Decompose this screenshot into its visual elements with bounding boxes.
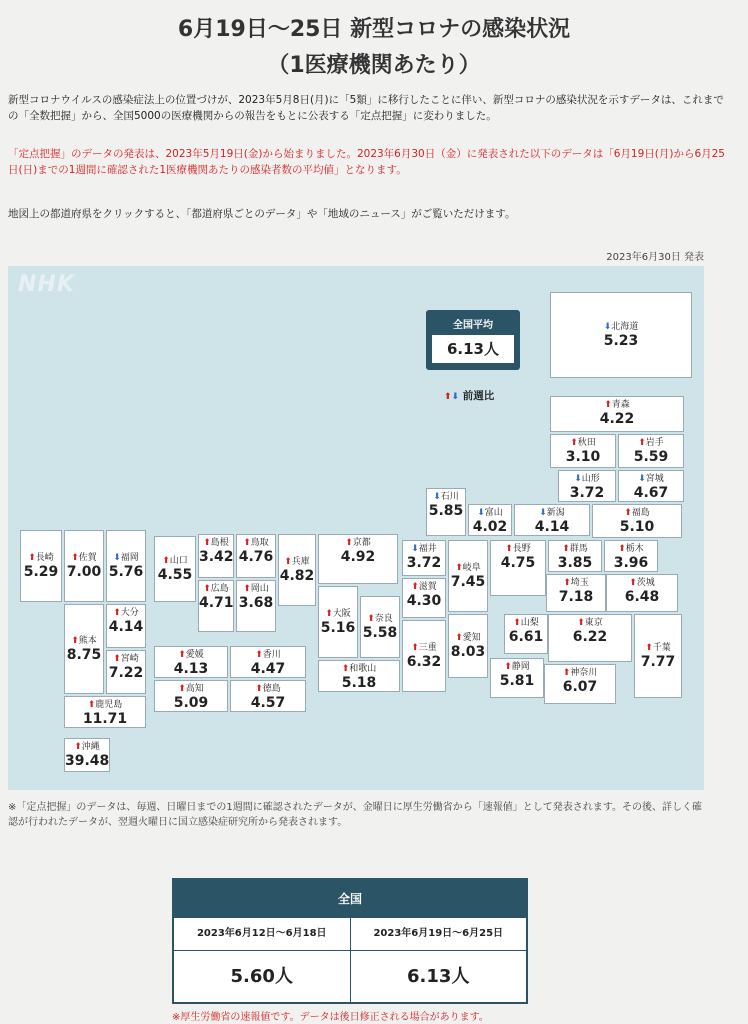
up-arrow-icon: ⬆ bbox=[113, 654, 121, 664]
prefecture-name-text: 山形 bbox=[581, 474, 600, 484]
prefecture-name-text: 山梨 bbox=[520, 618, 539, 628]
prefecture-tile[interactable] bbox=[230, 680, 306, 712]
prefecture-value: 6.22 bbox=[572, 629, 608, 645]
prefecture-name bbox=[237, 538, 275, 549]
prefecture-value: 3.42 bbox=[199, 549, 234, 565]
up-arrow-icon: ⬆ bbox=[255, 650, 263, 660]
prefecture-name-text: 福井 bbox=[418, 544, 437, 554]
down-arrow-icon: ⬇ bbox=[539, 508, 547, 518]
prefecture-value: 5.10 bbox=[619, 519, 655, 535]
prefecture-name-text: 沖縄 bbox=[81, 742, 100, 752]
prefecture-name-text: 宮崎 bbox=[120, 654, 139, 664]
prefecture-name bbox=[319, 664, 399, 675]
prefecture-name-text: 高知 bbox=[185, 684, 204, 694]
up-arrow-icon: ⬆ bbox=[563, 578, 571, 588]
prefecture-name bbox=[231, 684, 305, 695]
prefecture-value: 4.13 bbox=[173, 661, 209, 677]
published-date: 2023年6月30日 発表 bbox=[606, 252, 704, 263]
up-arrow-icon: ⬆ bbox=[243, 538, 251, 548]
prefecture-tile[interactable] bbox=[490, 540, 546, 596]
up-arrow-icon: ⬆ bbox=[455, 633, 463, 643]
prefecture-value: 5.85 bbox=[428, 503, 464, 519]
prefecture-value: 7.77 bbox=[640, 654, 676, 670]
prefecture-tile[interactable] bbox=[64, 530, 104, 602]
prefecture-tile[interactable] bbox=[544, 664, 616, 704]
prefecture-tile[interactable] bbox=[360, 596, 400, 658]
prefecture-name-text: 三重 bbox=[418, 643, 437, 653]
up-arrow-icon: ⬆ bbox=[618, 544, 626, 554]
up-arrow-icon: ⬆ bbox=[629, 578, 637, 588]
intro-text: 新型コロナウイルスの感染症法上の位置づけが、2023年5月8日(月)に「5類」に移行したことに伴い、新型コロナの感染状況を示すデータは、これまでの「全数把握」から、全国5000の医療機関からの報告をもとに公表する「定点把握」に変わりました。 bbox=[8, 94, 724, 122]
prefecture-tile[interactable] bbox=[198, 534, 234, 578]
up-arrow-icon: ⬆ bbox=[243, 584, 251, 594]
prefecture-name bbox=[199, 538, 233, 549]
prefecture-name-text: 青森 bbox=[611, 400, 630, 410]
prefecture-name-text: 大分 bbox=[120, 608, 139, 618]
prefecture-value: 4.76 bbox=[238, 549, 274, 565]
prefecture-value: 4.30 bbox=[406, 593, 442, 609]
prefecture-name bbox=[65, 742, 109, 753]
prefecture-tile[interactable] bbox=[448, 540, 488, 612]
up-arrow-icon: ⬆ bbox=[345, 538, 353, 548]
prefecture-name bbox=[155, 650, 227, 661]
prefecture-tile[interactable] bbox=[278, 534, 316, 606]
prefecture-name-text: 静岡 bbox=[511, 662, 530, 672]
up-arrow-icon: ⬆ bbox=[367, 614, 375, 624]
prefecture-name bbox=[237, 584, 275, 595]
prefecture-tile[interactable] bbox=[550, 292, 692, 378]
legend-label: 前週比 bbox=[462, 390, 495, 402]
prefecture-value: 6.48 bbox=[624, 589, 660, 605]
up-arrow-icon: ⬆ bbox=[74, 742, 82, 752]
up-arrow-icon: ⬆ bbox=[255, 684, 263, 694]
up-arrow-icon: ⬆ bbox=[645, 643, 653, 653]
prefecture-name bbox=[155, 684, 227, 695]
prefecture-name bbox=[605, 544, 657, 555]
japan-map bbox=[8, 266, 704, 790]
prefecture-value: 3.68 bbox=[238, 595, 274, 611]
prefecture-value: 5.16 bbox=[320, 620, 356, 636]
page-subtitle: （1医療機関あたり） bbox=[267, 53, 481, 78]
prefecture-name bbox=[547, 578, 605, 589]
period-value: 6.13人 bbox=[407, 966, 470, 987]
bottom-note: ※厚生労働省の速報値です。データは後日修正される場合があります。 bbox=[172, 1012, 489, 1023]
prefecture-name-text: 和歌山 bbox=[349, 664, 377, 674]
prefecture-name-text: 香川 bbox=[262, 650, 281, 660]
down-arrow-icon: ⬇ bbox=[477, 508, 485, 518]
prefecture-name bbox=[107, 553, 145, 564]
prefecture-name-text: 山口 bbox=[169, 556, 188, 566]
up-arrow-icon: ⬆ bbox=[71, 636, 79, 646]
prefecture-tile[interactable] bbox=[546, 574, 606, 612]
prefecture-tile[interactable] bbox=[318, 586, 358, 658]
down-arrow-icon: ⬇ bbox=[433, 492, 441, 502]
prefecture-value: 6.07 bbox=[562, 679, 598, 695]
nhk-watermark: NHK bbox=[18, 272, 75, 297]
prefecture-name-text: 石川 bbox=[440, 492, 459, 502]
prefecture-tile[interactable] bbox=[106, 650, 146, 694]
up-arrow-icon: ⬆ bbox=[284, 557, 292, 567]
up-arrow-icon: ⬆ bbox=[505, 544, 513, 554]
prefecture-name bbox=[65, 636, 103, 647]
down-arrow-icon: ⬇ bbox=[451, 392, 460, 402]
prefecture-name-text: 岡山 bbox=[250, 584, 269, 594]
prefecture-name-text: 栃木 bbox=[625, 544, 644, 554]
prefecture-tile[interactable] bbox=[548, 614, 632, 662]
up-arrow-icon: ⬆ bbox=[71, 553, 79, 563]
prefecture-value: 4.47 bbox=[250, 661, 286, 677]
national-average-label: 全国平均 bbox=[453, 320, 493, 331]
prefecture-name bbox=[551, 322, 691, 333]
prefecture-tile[interactable] bbox=[64, 738, 110, 772]
prefecture-tile[interactable] bbox=[154, 680, 228, 712]
prefecture-value: 5.29 bbox=[23, 564, 59, 580]
prefecture-name-text: 愛知 bbox=[462, 633, 481, 643]
table-header: 全国 bbox=[174, 880, 526, 918]
footnote: ※「定点把握」のデータは、毎週、日曜日までの1週間に確認されたデータが、金曜日に厚生労働省から「速報値」として発表されます。その後、詳しく確認が行われたデータが、翌週火曜日に国立感染症研究所から発表されます。 bbox=[8, 802, 702, 828]
prefecture-value: 3.10 bbox=[565, 449, 601, 465]
prefecture-name-text: 福島 bbox=[631, 508, 650, 518]
up-arrow-icon: ⬆ bbox=[178, 650, 186, 660]
prefecture-name-text: 新潟 bbox=[546, 508, 565, 518]
prefecture-name bbox=[449, 563, 487, 574]
prefecture-name bbox=[65, 553, 103, 564]
prefecture-name-text: 群馬 bbox=[569, 544, 588, 554]
prefecture-tile[interactable] bbox=[318, 534, 398, 584]
prefecture-name-text: 茨城 bbox=[636, 578, 655, 588]
prefecture-tile[interactable] bbox=[558, 470, 616, 502]
prefecture-value: 4.82 bbox=[279, 568, 315, 584]
prefecture-name-text: 奈良 bbox=[374, 614, 393, 624]
prefecture-value: 4.71 bbox=[199, 595, 234, 611]
prefecture-name bbox=[107, 608, 145, 619]
prefecture-value: 5.09 bbox=[173, 695, 209, 711]
down-arrow-icon: ⬇ bbox=[574, 474, 582, 484]
up-arrow-icon: ⬆ bbox=[87, 700, 96, 710]
prefecture-name bbox=[593, 508, 681, 519]
prefecture-name-text: 鹿児島 bbox=[95, 700, 123, 710]
national-average-box bbox=[426, 310, 520, 370]
up-arrow-icon: ⬆ bbox=[28, 553, 36, 563]
up-arrow-icon: ⬆ bbox=[178, 684, 186, 694]
prefecture-tile[interactable] bbox=[20, 530, 62, 602]
prefecture-name-text: 愛媛 bbox=[185, 650, 204, 660]
prefecture-tile[interactable] bbox=[154, 536, 196, 602]
up-arrow-icon: ⬆ bbox=[411, 643, 419, 653]
prefecture-name-text: 千葉 bbox=[652, 643, 671, 653]
prefecture-value: 4.22 bbox=[599, 411, 635, 427]
prefecture-name-text: 富山 bbox=[484, 508, 503, 518]
prefecture-value: 4.02 bbox=[472, 519, 508, 535]
prefecture-name bbox=[319, 538, 397, 549]
prefecture-value: 8.03 bbox=[450, 644, 486, 660]
prefecture-value: 7.18 bbox=[558, 589, 594, 605]
up-arrow-icon: ⬆ bbox=[624, 508, 632, 518]
prefecture-value: 4.92 bbox=[340, 549, 376, 565]
prefecture-name bbox=[403, 643, 445, 654]
up-arrow-icon: ⬆ bbox=[162, 556, 170, 566]
prefecture-name-text: 広島 bbox=[210, 584, 229, 594]
prefecture-tile[interactable] bbox=[402, 540, 446, 576]
prefecture-tile[interactable] bbox=[426, 488, 466, 536]
prefecture-name bbox=[231, 650, 305, 661]
prefecture-value: 5.58 bbox=[362, 625, 398, 641]
prefecture-tile[interactable] bbox=[236, 534, 276, 578]
prefecture-name bbox=[403, 582, 445, 593]
prefecture-value: 4.75 bbox=[500, 555, 536, 571]
prefecture-value: 5.23 bbox=[603, 333, 639, 349]
prefecture-tile[interactable] bbox=[618, 470, 684, 502]
prefecture-name-text: 宮城 bbox=[645, 474, 664, 484]
national-summary-table bbox=[172, 878, 528, 1004]
prefecture-name-text: 熊本 bbox=[78, 636, 97, 646]
prefecture-value: 4.14 bbox=[534, 519, 570, 535]
down-arrow-icon: ⬇ bbox=[411, 544, 419, 554]
up-arrow-icon: ⬆ bbox=[504, 662, 512, 672]
prefecture-value: 6.32 bbox=[406, 654, 442, 670]
prefecture-tile[interactable] bbox=[550, 434, 616, 468]
prefecture-name-text: 鳥取 bbox=[250, 538, 269, 548]
period-label: 2023年6月19日～6月25日 bbox=[351, 918, 527, 951]
red-notice: 「定点把握」のデータの発表は、2023年5月19日(金)から始まりました。2023年6月30日（金）に発表された以下のデータは「6月19日(月)から6月25日(日)までの1週間に確認された1医療機関あたりの感染者数の平均値」となります。 bbox=[8, 148, 725, 176]
prefecture-name-text: 北海道 bbox=[611, 322, 639, 332]
prefecture-name bbox=[155, 556, 195, 567]
prefecture-tile[interactable] bbox=[618, 434, 684, 468]
up-arrow-icon: ⬆ bbox=[203, 584, 211, 594]
prefecture-name bbox=[199, 584, 233, 595]
prefecture-name-text: 京都 bbox=[352, 538, 371, 548]
prefecture-name bbox=[505, 618, 547, 629]
prefecture-tile[interactable] bbox=[106, 530, 146, 602]
prefecture-name-text: 東京 bbox=[584, 618, 603, 628]
prefecture-value: 3.96 bbox=[613, 555, 649, 571]
prefecture-value: 39.48 bbox=[65, 753, 110, 769]
up-arrow-icon: ⬆ bbox=[444, 392, 452, 402]
up-arrow-icon: ⬆ bbox=[570, 438, 578, 448]
prefecture-value: 3.85 bbox=[557, 555, 593, 571]
prefecture-name bbox=[491, 662, 543, 673]
prefecture-tile[interactable] bbox=[198, 580, 234, 632]
prefecture-name-text: 福岡 bbox=[120, 553, 139, 563]
up-arrow-icon: ⬆ bbox=[325, 609, 333, 619]
prefecture-name bbox=[549, 544, 601, 555]
prefecture-name bbox=[551, 400, 683, 411]
prefecture-name bbox=[607, 578, 677, 589]
prefecture-name bbox=[449, 633, 487, 644]
prefecture-name bbox=[549, 618, 631, 629]
up-arrow-icon: ⬆ bbox=[638, 438, 646, 448]
legend bbox=[444, 388, 494, 403]
prefecture-value: 7.00 bbox=[66, 564, 102, 580]
prefecture-name bbox=[559, 474, 615, 485]
prefecture-name bbox=[427, 492, 465, 503]
down-arrow-icon: ⬇ bbox=[113, 553, 121, 563]
down-arrow-icon: ⬇ bbox=[603, 322, 612, 332]
prefecture-tile[interactable] bbox=[64, 604, 104, 694]
national-average-value: 6.13人 bbox=[432, 335, 514, 363]
prefecture-name bbox=[279, 557, 315, 568]
prefecture-name-text: 神奈川 bbox=[570, 668, 598, 678]
prefecture-name bbox=[21, 553, 61, 564]
table-column bbox=[351, 918, 527, 1002]
up-arrow-icon: ⬆ bbox=[411, 582, 419, 592]
prefecture-tile[interactable] bbox=[236, 580, 276, 632]
prefecture-name bbox=[619, 438, 683, 449]
prefecture-value: 4.14 bbox=[108, 619, 144, 635]
prefecture-value: 5.18 bbox=[341, 675, 377, 691]
prefecture-value: 4.57 bbox=[250, 695, 286, 711]
prefecture-value: 5.76 bbox=[108, 564, 144, 580]
prefecture-name bbox=[635, 643, 681, 654]
prefecture-tile[interactable] bbox=[64, 696, 146, 728]
period-label: 2023年6月12日～6月18日 bbox=[174, 918, 350, 951]
prefecture-name-text: 秋田 bbox=[577, 438, 596, 448]
prefecture-tile[interactable] bbox=[604, 540, 658, 572]
prefecture-name bbox=[469, 508, 511, 519]
prefecture-value: 11.71 bbox=[82, 711, 128, 727]
prefecture-value: 3.72 bbox=[406, 555, 442, 571]
up-arrow-icon: ⬆ bbox=[604, 400, 612, 410]
up-arrow-icon: ⬆ bbox=[113, 608, 121, 618]
page-title: 6月19日～25日 新型コロナの感染状況 bbox=[177, 17, 571, 42]
prefecture-tile[interactable] bbox=[634, 614, 682, 698]
prefecture-name-text: 岐阜 bbox=[462, 563, 481, 573]
prefecture-tile[interactable] bbox=[402, 578, 446, 618]
prefecture-name bbox=[65, 700, 145, 711]
prefecture-tile[interactable] bbox=[490, 658, 544, 698]
prefecture-name-text: 佐賀 bbox=[78, 553, 97, 563]
prefecture-name bbox=[361, 614, 399, 625]
prefecture-tile[interactable] bbox=[154, 646, 228, 678]
prefecture-name bbox=[619, 474, 683, 485]
prefecture-value: 5.59 bbox=[633, 449, 669, 465]
prefecture-name bbox=[551, 438, 615, 449]
up-arrow-icon: ⬆ bbox=[513, 618, 521, 628]
prefecture-tile[interactable] bbox=[504, 614, 548, 654]
prefecture-tile[interactable] bbox=[448, 614, 488, 678]
prefecture-value: 8.75 bbox=[66, 647, 102, 663]
up-arrow-icon: ⬆ bbox=[455, 563, 463, 573]
prefecture-value: 7.22 bbox=[108, 665, 144, 681]
prefecture-name bbox=[403, 544, 445, 555]
table-column bbox=[174, 918, 351, 1002]
prefecture-tile[interactable] bbox=[230, 646, 306, 678]
up-arrow-icon: ⬆ bbox=[203, 538, 211, 548]
prefecture-name bbox=[319, 609, 357, 620]
prefecture-tile[interactable] bbox=[318, 660, 400, 692]
prefecture-name-text: 兵庫 bbox=[291, 557, 310, 567]
prefecture-value: 4.67 bbox=[633, 485, 669, 501]
prefecture-name bbox=[545, 668, 615, 679]
prefecture-value: 5.81 bbox=[499, 673, 535, 689]
prefecture-value: 7.45 bbox=[450, 574, 486, 590]
period-value: 5.60人 bbox=[230, 966, 293, 987]
prefecture-tile[interactable] bbox=[106, 604, 146, 648]
prefecture-name-text: 島根 bbox=[210, 538, 229, 548]
prefecture-value: 3.72 bbox=[569, 485, 605, 501]
prefecture-tile[interactable] bbox=[606, 574, 678, 612]
prefecture-tile[interactable] bbox=[402, 620, 446, 692]
prefecture-name-text: 岩手 bbox=[645, 438, 664, 448]
prefecture-name bbox=[515, 508, 589, 519]
prefecture-tile[interactable] bbox=[514, 504, 590, 536]
prefecture-name bbox=[491, 544, 545, 555]
prefecture-name-text: 大阪 bbox=[332, 609, 351, 619]
prefecture-tile[interactable] bbox=[548, 540, 602, 572]
prefecture-tile[interactable] bbox=[550, 396, 684, 432]
prefecture-name bbox=[107, 654, 145, 665]
down-arrow-icon: ⬇ bbox=[638, 474, 646, 484]
prefecture-value: 4.55 bbox=[157, 567, 193, 583]
up-arrow-icon: ⬆ bbox=[341, 664, 350, 674]
prefecture-tile[interactable] bbox=[468, 504, 512, 536]
prefecture-name-text: 埼玉 bbox=[570, 578, 589, 588]
prefecture-name-text: 滋賀 bbox=[418, 582, 437, 592]
click-instruction: 地図上の都道府県をクリックすると、「都道府県ごとのデータ」や「地域のニュース」がご覧いただけます。 bbox=[8, 208, 516, 220]
up-arrow-icon: ⬆ bbox=[577, 618, 585, 628]
prefecture-name-text: 徳島 bbox=[262, 684, 281, 694]
up-arrow-icon: ⬆ bbox=[562, 668, 571, 678]
prefecture-value: 6.61 bbox=[508, 629, 544, 645]
up-arrow-icon: ⬆ bbox=[562, 544, 570, 554]
prefecture-name-text: 長野 bbox=[512, 544, 531, 554]
prefecture-name-text: 長崎 bbox=[35, 553, 54, 563]
prefecture-tile[interactable] bbox=[592, 504, 682, 538]
